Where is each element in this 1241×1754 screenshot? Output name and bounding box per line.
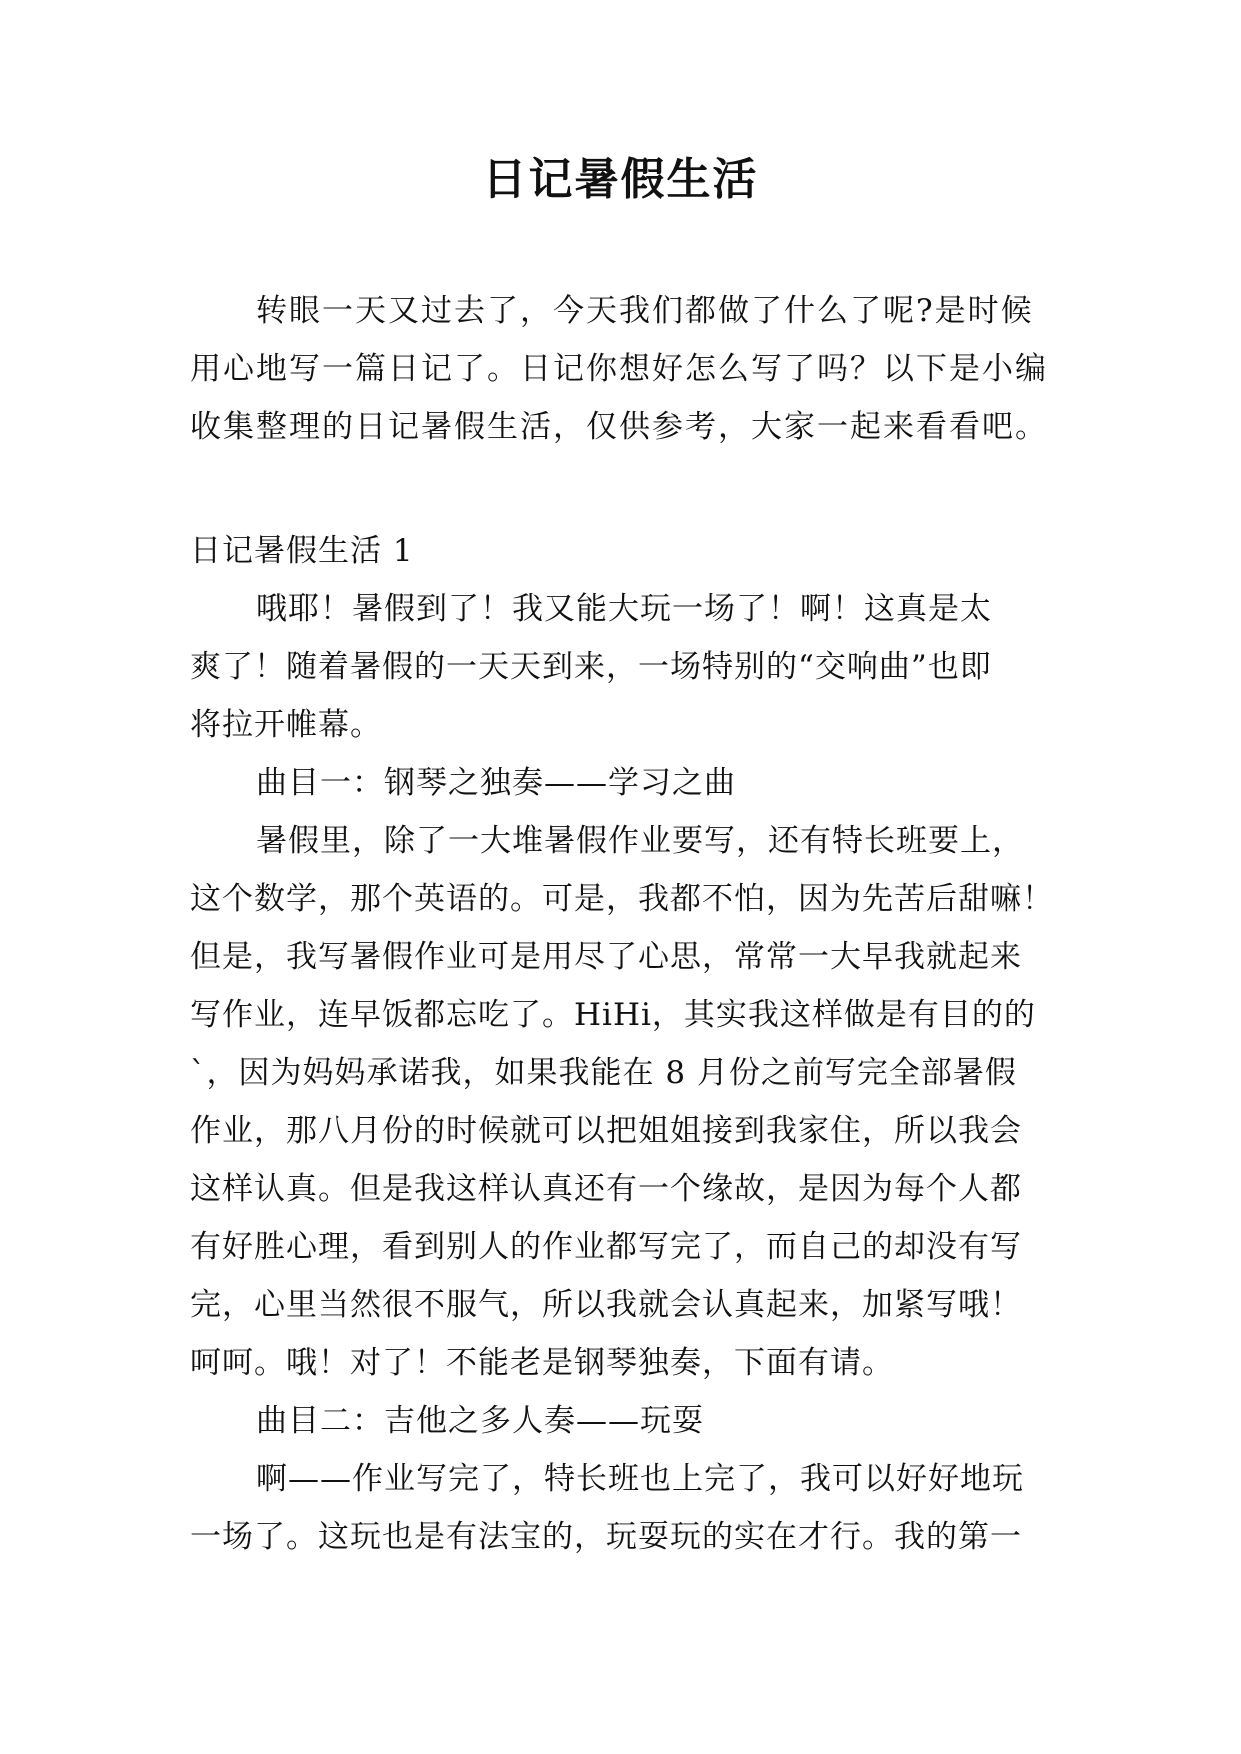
paragraph-line: `，因为妈妈承诺我，如果我能在 8 月份之前写完全部暑假: [190, 1055, 1017, 1091]
paragraph-line: 啊——作业写完了，特长班也上完了，我可以好好地玩: [256, 1461, 1024, 1497]
piece-heading: 曲目二：吉他之多人奏——玩耍: [256, 1403, 704, 1439]
paragraph-line: 这样认真。但是我这样认真还有一个缘故，是因为每个人都: [190, 1171, 1022, 1207]
paragraph-line: 写作业，连早饭都忘吃了。HiHi，其实我这样做是有目的的: [190, 997, 1036, 1033]
intro-paragraph: [190, 282, 1070, 456]
intro-line: 收集整理的日记暑假生活，仅供参考，大家一起来看看吧。: [190, 409, 1048, 445]
intro-line: 用心地写一篇日记了。日记你想好怎么写了吗？以下是小编: [190, 351, 1048, 387]
paragraph-line: 这个数学，那个英语的。可是，我都不怕，因为先苦后甜嘛！: [190, 881, 1054, 917]
section-heading: 日记暑假生活 1: [190, 533, 414, 569]
paragraph-line: 呵呵。哦！对了！不能老是钢琴独奏，下面有请。: [190, 1345, 894, 1381]
diary-content: [190, 580, 1070, 1566]
paragraph-line: 爽了！随着暑假的一天天到来，一场特别的“交响曲”也即: [190, 649, 992, 685]
paragraph-line: 完，心里当然很不服气，所以我就会认真起来，加紧写哦！: [190, 1287, 1022, 1323]
paragraph-line: 暑假里，除了一大堆暑假作业要写，还有特长班要上，: [256, 823, 1024, 859]
piece-heading: 曲目一：钢琴之独奏——学习之曲: [256, 765, 736, 801]
document-title: 日记暑假生活: [482, 154, 759, 205]
paragraph-line: 有好胜心理，看到别人的作业都写完了，而自己的却没有写: [190, 1229, 1022, 1265]
paragraph-line: 将拉开帷幕。: [190, 707, 382, 743]
paragraph-line: 一场了。这玩也是有法宝的，玩耍玩的实在才行。我的第一: [190, 1519, 1022, 1555]
paragraph-line: 作业，那八月份的时候就可以把姐姐接到我家住，所以我会: [190, 1113, 1022, 1149]
paragraph-line: 哦耶！暑假到了！我又能大玩一场了！啊！这真是太: [256, 591, 992, 627]
paragraph-line: 但是，我写暑假作业可是用尽了心思，常常一大早我就起来: [190, 939, 1022, 975]
intro-line: 转眼一天又过去了，今天我们都做了什么了呢?是时候: [256, 293, 1034, 329]
